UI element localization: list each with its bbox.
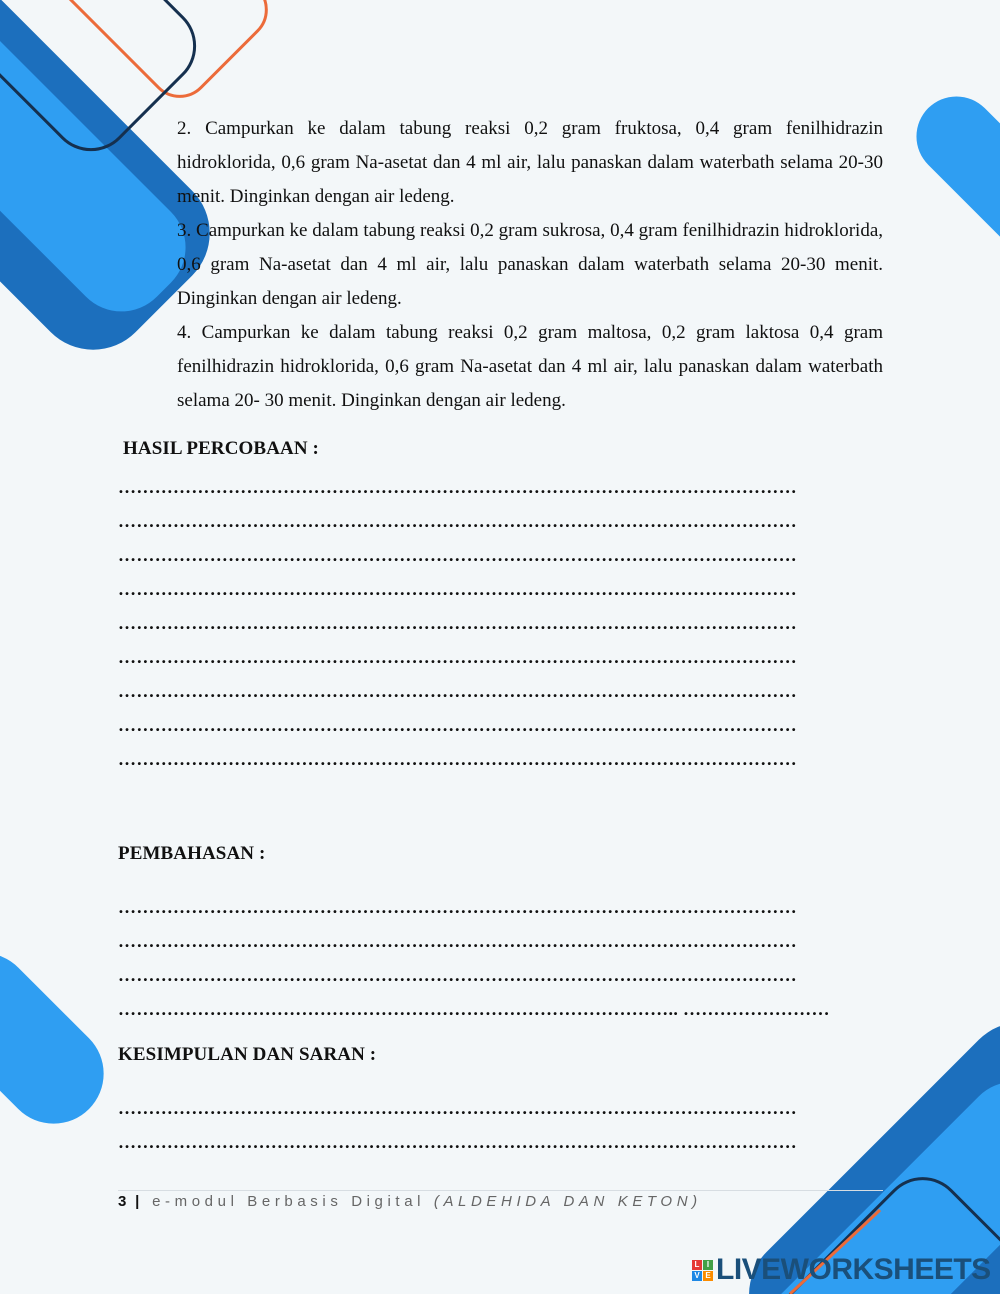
hasil-percobaan-answer-lines [118, 470, 883, 776]
answer-line: ……………………………………………………………………………….. …………………… [118, 999, 830, 1019]
footer-subtitle: (ALDEHIDA DAN KETON) [433, 1193, 702, 1210]
answer-line: ………………………………………………………………………………………………… [118, 545, 797, 565]
kesimpulan-saran-heading: KESIMPULAN DAN SARAN : [118, 1044, 377, 1065]
procedure-step: 2. Campurkan ke dalam tabung reaksi 0,2 gram fruktosa, 0,4 gram fenilhidrazin hidroklorida, 0,6 gram Na-asetat dan 4 ml air, lalu panaskan dalam waterbath selama 20-30 menit. Dinginkan dengan air ledeng. [177, 118, 883, 207]
footer-text: e-modul Berbasis Digital [152, 1193, 434, 1210]
page-number: 3 [118, 1193, 127, 1210]
page-footer [118, 1190, 883, 1210]
procedure-step: 3. Campurkan ke dalam tabung reaksi 0,2 gram sukrosa, 0,4 gram fenilhidrazin hidroklorida, 0,6 gram Na-asetat dan 4 ml air, lalu panaskan dalam waterbath selama 20-30 menit. Dinginkan dengan air ledeng. [177, 220, 883, 309]
answer-line: ………………………………………………………………………………………………… [118, 511, 797, 531]
answer-line: ………………………………………………………………………………………………… [118, 647, 797, 667]
answer-line: ………………………………………………………………………………………………… [118, 715, 797, 735]
pembahasan-heading: PEMBAHASAN : [118, 843, 266, 864]
kesimpulan-answer-lines [118, 1091, 883, 1159]
answer-line: ………………………………………………………………………………………………… [118, 1132, 797, 1152]
answer-line: ………………………………………………………………………………………………… [118, 613, 797, 633]
answer-line: ………………………………………………………………………………………………… [118, 965, 797, 985]
answer-line: ………………………………………………………………………………………………… [118, 897, 797, 917]
liveworksheets-logo[interactable] [692, 1253, 991, 1287]
liveworksheets-mark-icon: L I V E [692, 1260, 713, 1281]
procedure-steps [177, 112, 883, 418]
hasil-percobaan-heading: HASIL PERCOBAAN : [123, 438, 319, 459]
answer-line: ………………………………………………………………………………………………… [118, 477, 797, 497]
answer-line: ………………………………………………………………………………………………… [118, 1098, 797, 1118]
answer-line: ………………………………………………………………………………………………… [118, 931, 797, 951]
liveworksheets-wordmark: LIVEWORKSHEETS [716, 1253, 991, 1286]
answer-line: ………………………………………………………………………………………………… [118, 681, 797, 701]
pembahasan-answer-lines [118, 890, 883, 1026]
footer-separator: | [135, 1193, 140, 1210]
answer-line: ………………………………………………………………………………………………… [118, 749, 797, 769]
procedure-step: 4. Campurkan ke dalam tabung reaksi 0,2 gram maltosa, 0,2 gram laktosa 0,4 gram fenilhidrazin hidroklorida, 0,6 gram Na-asetat dan 4 ml air, lalu panaskan dalam waterbath selama 20- 30 menit. Dinginkan dengan air ledeng. [177, 322, 883, 411]
answer-line: ………………………………………………………………………………………………… [118, 579, 797, 599]
